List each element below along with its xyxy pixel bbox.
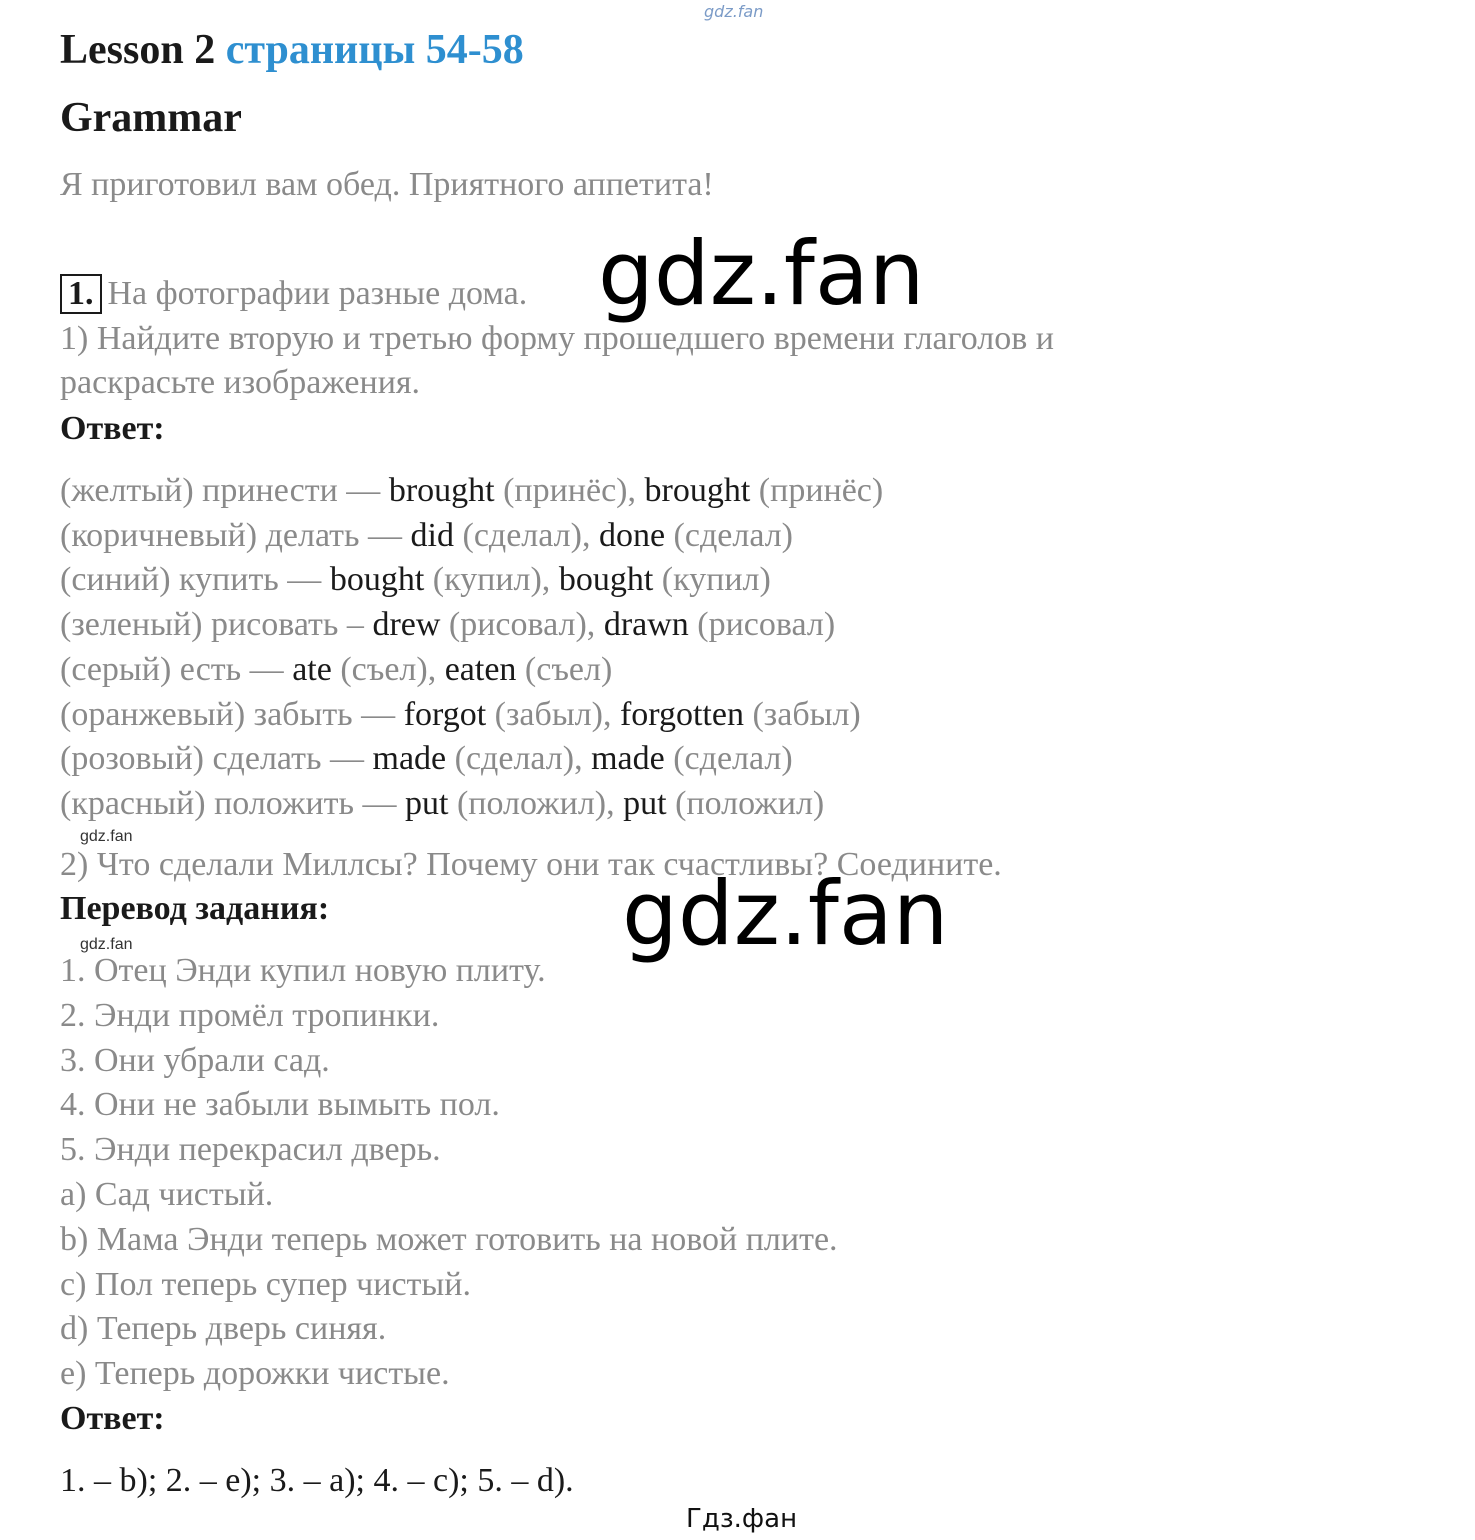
verb-row [60, 740, 793, 778]
list-item: 2. Энди промёл тропинки. [60, 996, 440, 1034]
verb-past-simple: drew [372, 606, 441, 644]
verb-row [60, 651, 612, 689]
verb-row [60, 785, 824, 823]
list-item: a) Сад чистый. [60, 1176, 274, 1213]
verb-past-participle-translation: (принёс) [758, 472, 884, 509]
watermark-big-1: gdz.fan [598, 222, 925, 325]
answer-label-2: Ответ: [60, 1400, 165, 1437]
section-title: Grammar [60, 95, 242, 141]
verb-past-simple: did [410, 516, 454, 554]
list-item: 5. Энди перекрасил дверь. [60, 1131, 441, 1169]
verb-row [60, 472, 883, 510]
exercise-heading-text: На фотографии разные дома. [107, 275, 528, 312]
verb-past-participle: forgotten [619, 695, 744, 733]
verb-color-label: (серый) есть — [60, 650, 284, 688]
verb-color-label: (оранжевый) забыть — [60, 695, 396, 733]
verb-past-simple-translation: (купил), [432, 561, 551, 599]
list-item: 4. Они не забыли вымыть пол. [60, 1086, 500, 1124]
verb-past-participle: put [623, 784, 667, 822]
verb-past-participle-translation: (сделал) [673, 516, 793, 554]
verb-past-participle: drawn [603, 606, 689, 644]
intro-text: Я приготовил вам обед. Приятного аппетита! [60, 166, 714, 203]
verb-past-participle: done [598, 516, 666, 554]
verb-past-participle-translation: (рисовал) [697, 606, 836, 644]
translation-label: Перевод задания: [60, 890, 330, 927]
verb-row [60, 517, 793, 555]
verb-color-label: (красный) положить — [60, 784, 397, 822]
verb-past-participle-translation: (съел) [524, 650, 613, 688]
verb-past-simple: forgot [403, 695, 487, 733]
list-item: b) Мама Энди теперь может готовить на новой плите. [60, 1220, 838, 1258]
verb-past-participle: made [591, 740, 665, 778]
verb-past-simple-translation: (забыл), [494, 695, 612, 733]
verb-past-participle: brought [644, 472, 751, 509]
page-title [60, 26, 524, 74]
verb-past-simple-translation: (положил), [456, 784, 615, 822]
exercise-heading [60, 274, 527, 314]
list-item: d) Теперь дверь синяя. [60, 1310, 387, 1348]
task1-line2: раскрасьте изображения. [60, 364, 421, 401]
title-pages: страницы 54-58 [225, 27, 524, 73]
title-lesson: Lesson 2 [60, 27, 216, 73]
task2-text: 2) Что сделали Миллсы? Почему они так счастливы? Соедините. [60, 846, 1002, 883]
exercise-number: 1. [60, 274, 102, 314]
answer-label: Ответ: [60, 410, 165, 447]
verb-color-label: (желтый) принести — [60, 472, 381, 509]
verb-past-simple: brought [388, 472, 495, 509]
watermark-small-1: gdz.fan [80, 828, 133, 845]
verb-past-simple-translation: (принёс), [503, 472, 637, 509]
list-item: 3. Они убрали сад. [60, 1041, 330, 1079]
watermark-top: gdz.fan [704, 2, 764, 21]
verb-past-participle: eaten [444, 650, 517, 688]
verb-color-label: (коричневый) делать — [60, 516, 403, 554]
verb-past-simple-translation: (сделал), [454, 740, 583, 778]
verb-past-simple-translation: (сделал), [462, 516, 591, 554]
watermark-big-2: gdz.fan [622, 862, 949, 965]
list-item: 1. Отец Энди купил новую плиту. [60, 952, 546, 989]
list-item: e) Теперь дорожки чистые. [60, 1355, 450, 1393]
verb-row [60, 606, 835, 644]
verb-past-simple: bought [329, 561, 425, 599]
verb-past-simple: ate [292, 650, 332, 688]
verb-past-participle-translation: (положил) [675, 784, 825, 822]
watermark-small-2: gdz.fan [80, 936, 133, 953]
verb-past-participle: bought [558, 561, 654, 599]
verb-color-label: (синий) купить — [60, 561, 322, 599]
verb-past-simple: made [372, 740, 447, 778]
verb-past-simple-translation: (съел), [340, 650, 437, 688]
verb-color-label: (розовый) сделать — [60, 740, 364, 778]
verb-past-participle-translation: (сделал) [673, 740, 793, 778]
verb-past-simple: put [405, 784, 449, 822]
watermark-bottom: Гдз.фан [686, 1504, 798, 1534]
verb-color-label: (зеленый) рисовать – [60, 606, 364, 644]
verb-past-simple-translation: (рисовал), [448, 606, 596, 644]
list-item: c) Пол теперь супер чистый. [60, 1265, 471, 1303]
verb-past-participle-translation: (забыл) [752, 695, 861, 733]
verb-row [60, 696, 861, 734]
verb-past-participle-translation: (купил) [661, 561, 771, 599]
final-answer: 1. – b); 2. – e); 3. – a); 4. – c); 5. – d). [60, 1462, 574, 1499]
verb-row [60, 561, 771, 599]
task1-line1: 1) Найдите вторую и третью форму прошедшего времени глаголов и [60, 320, 1055, 357]
